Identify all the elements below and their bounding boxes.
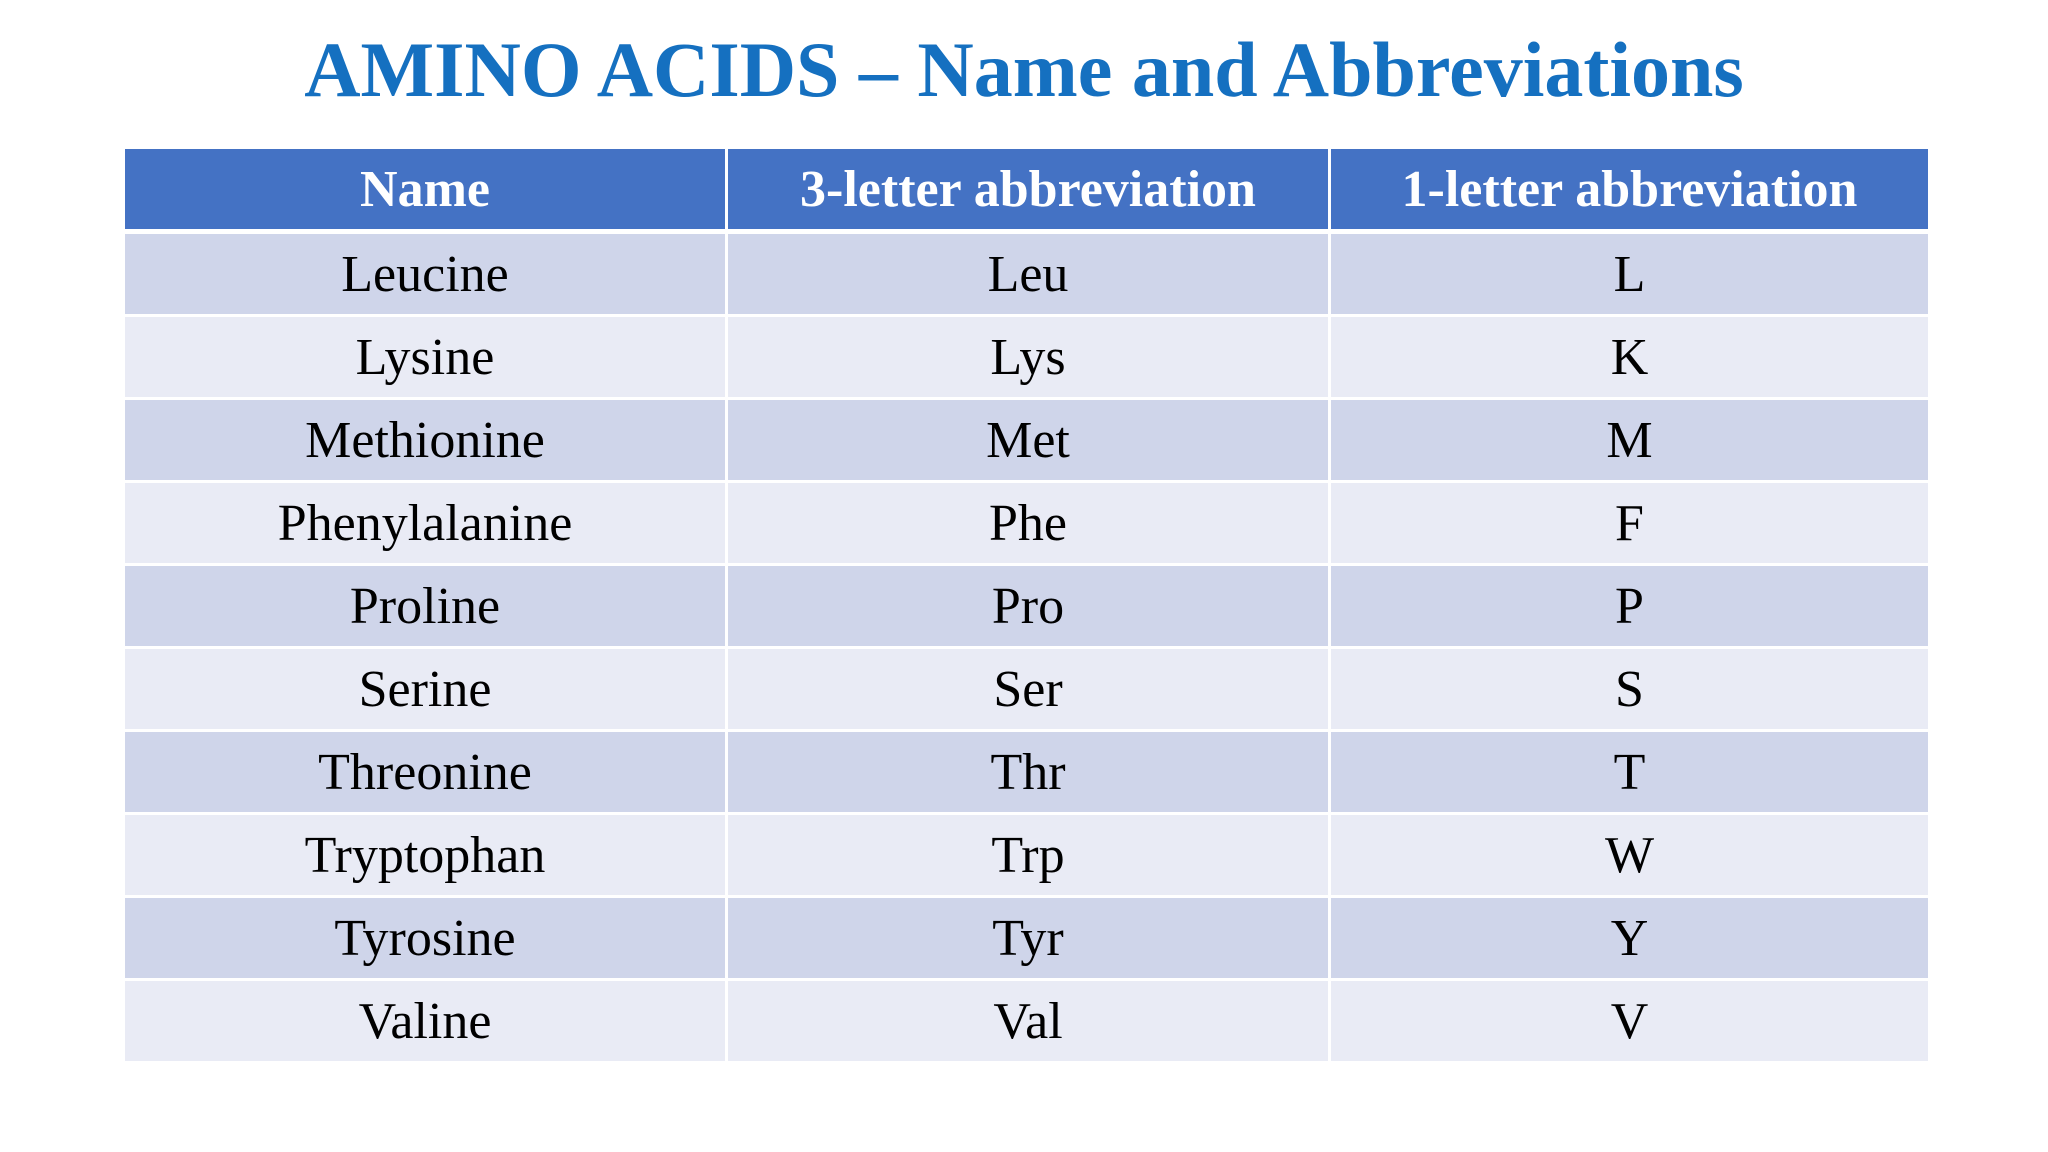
table-row [124,565,1930,648]
table-row [124,232,1930,316]
three-letter-code: Ser [727,648,1330,731]
amino-acid-name: Serine [124,648,727,731]
amino-acid-name: Methionine [124,399,727,482]
one-letter-code: P [1330,565,1930,648]
table-row [124,648,1930,731]
three-letter-code: Thr [727,731,1330,814]
three-letter-code: Trp [727,814,1330,897]
three-letter-code: Val [727,980,1330,1063]
table-row [124,482,1930,565]
one-letter-code: V [1330,980,1930,1063]
amino-acid-table [122,146,1931,1064]
amino-acid-name: Valine [124,980,727,1063]
amino-acid-name: Leucine [124,232,727,316]
table-header-row [124,148,1930,232]
amino-acid-name: Tryptophan [124,814,727,897]
three-letter-code: Leu [727,232,1330,316]
table-row [124,399,1930,482]
amino-acid-name: Lysine [124,316,727,399]
one-letter-code: K [1330,316,1930,399]
one-letter-code: W [1330,814,1930,897]
table-row [124,731,1930,814]
three-letter-code: Met [727,399,1330,482]
slide-title: AMINO ACIDS – Name and Abbreviations [304,26,1744,113]
amino-acid-name: Tyrosine [124,897,727,980]
amino-acid-name: Phenylalanine [124,482,727,565]
column-header-3-letter: 3-letter abbreviation [727,148,1330,232]
table-row [124,980,1930,1063]
amino-acid-name: Threonine [124,731,727,814]
one-letter-code: M [1330,399,1930,482]
one-letter-code: T [1330,731,1930,814]
three-letter-code: Pro [727,565,1330,648]
three-letter-code: Lys [727,316,1330,399]
one-letter-code: F [1330,482,1930,565]
three-letter-code: Phe [727,482,1330,565]
column-header-1-letter: 1-letter abbreviation [1330,148,1930,232]
table-row [124,814,1930,897]
table-row [124,316,1930,399]
one-letter-code: L [1330,232,1930,316]
three-letter-code: Tyr [727,897,1330,980]
one-letter-code: Y [1330,897,1930,980]
column-header-name: Name [124,148,727,232]
table-row [124,897,1930,980]
amino-acid-name: Proline [124,565,727,648]
one-letter-code: S [1330,648,1930,731]
